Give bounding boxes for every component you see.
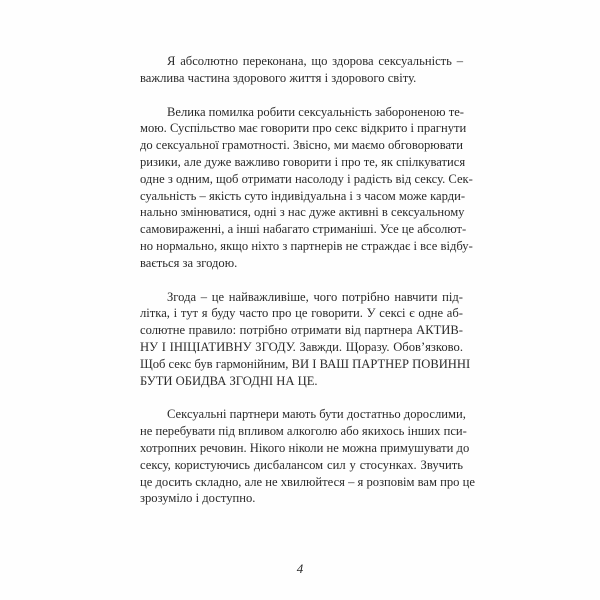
paragraph xyxy=(140,53,463,87)
paragraph xyxy=(140,289,471,390)
text-line: літка, і тут я буду часто про це говорити. У сексі є одне аб- xyxy=(140,306,463,321)
text-line: Я абсолютно переконана, що здорова сексуальність – xyxy=(167,54,463,68)
text-line: суальність – якість суто індивідуальна і з часом може карди- xyxy=(140,188,466,203)
text-line: до сексуальної грамотності. Звісно, ми маємо обговорювати xyxy=(140,138,463,153)
text-line: одне з одним, щоб отримати насолоду і радість від сексу. Сек- xyxy=(140,171,473,186)
text-line: сексу, користуючись дисбалансом сил у стосунках. Звучить xyxy=(140,457,463,472)
text-line: це досить складно, але не хвилюйтеся – я розповім вам про це xyxy=(140,474,475,489)
text-line: ризики, але дуже важливо говорити і про те, як спілкуватися xyxy=(140,154,466,169)
paragraph xyxy=(140,104,473,272)
text-line: НУ І ІНІЦІАТИВНУ ЗГОДУ. Завжди. Щоразу. Обов’язково. xyxy=(140,339,463,354)
text-line: солютне правило: потрібно отримати від партнера АКТИВ- xyxy=(140,323,463,338)
text-line: Сексуальні партнери мають бути достатньо дорослими, xyxy=(167,407,466,422)
text-line: но нормально, якщо ніхто з партнерів не страждає і все відбу- xyxy=(140,238,473,253)
text-line: важлива частина здорового життя і здорового світу. xyxy=(140,70,417,85)
text-line: БУТИ ОБИДВА ЗГОДНІ НА ЦЕ. xyxy=(140,373,318,388)
text-line: Згода – це найважливіше, чого потрібно навчити під- xyxy=(167,289,463,304)
text-line: зрозуміло і доступно. xyxy=(140,491,256,506)
text-line: мою. Суспільство має говорити про секс відкрито і прагнути xyxy=(140,121,467,136)
text-line: хотропних речовин. Нікого ніколи не можна примушувати до xyxy=(140,440,470,455)
text-line: не перебувати під впливом алкоголю або якихось інших пси- xyxy=(140,424,467,439)
text-line: нально змінюватися, одні з нас дуже активні в сексуальному xyxy=(140,205,465,220)
text-line: Велика помилка робити сексуальність забороненою те- xyxy=(167,104,464,119)
text-line: Щоб секс був гармонійним, ВИ І ВАШ ПАРТНЕР ПОВИННІ xyxy=(140,356,471,371)
text-line: самовираженні, а інші набагато стриманіші. Усе це абсолют- xyxy=(140,222,467,237)
body-text xyxy=(140,53,475,524)
paragraph xyxy=(140,406,475,507)
page-number: 4 xyxy=(296,561,304,576)
text-line: вається за згодою. xyxy=(140,255,238,270)
